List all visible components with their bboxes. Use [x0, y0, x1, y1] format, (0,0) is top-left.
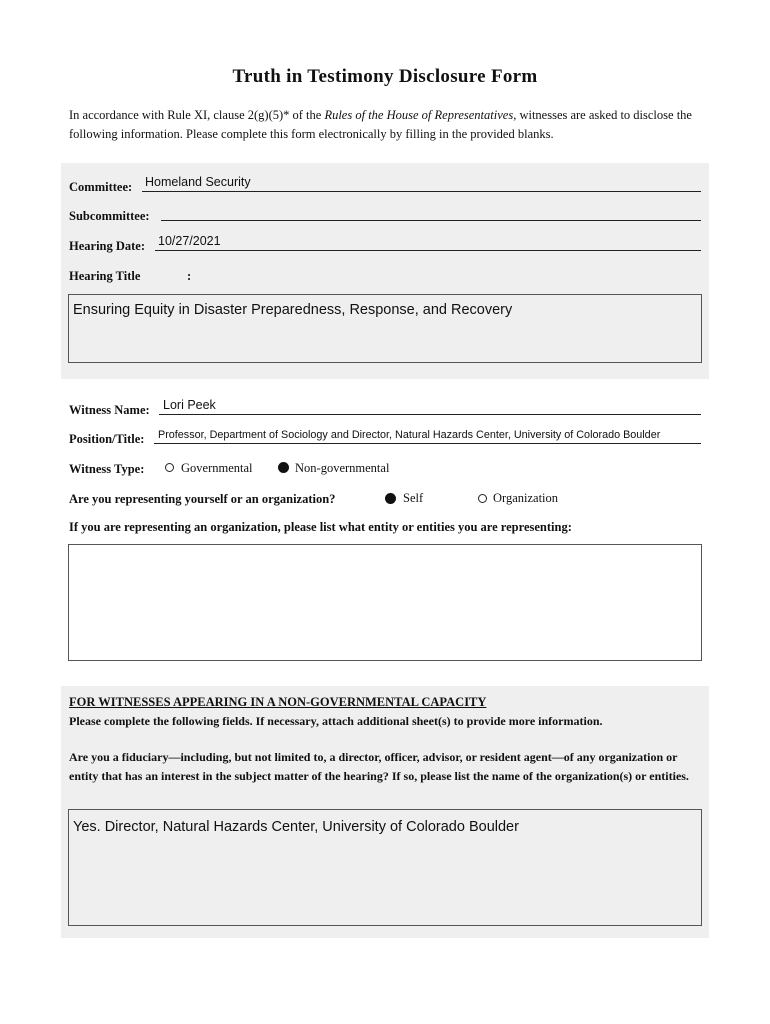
- intro-text-1: In accordance with Rule XI, clause 2(g)(5)* of the: [69, 108, 325, 122]
- organization-radio[interactable]: [478, 494, 487, 503]
- nongov-heading: FOR WITNESSES APPEARING IN A NON-GOVERNMENTAL CAPACITY: [69, 695, 487, 709]
- hearing-date-field[interactable]: [155, 250, 701, 251]
- intro-rules-title: Rules of the House of Representatives: [324, 108, 514, 122]
- committee-field[interactable]: [142, 191, 701, 192]
- committee-label: Committee:: [69, 180, 133, 194]
- witness-name-label: Witness Name:: [69, 403, 150, 417]
- self-option-label: Self: [403, 491, 424, 505]
- representing-label: Are you representing yourself or an organization?: [69, 492, 336, 506]
- hearing-title-box[interactable]: [68, 294, 702, 363]
- governmental-radio[interactable]: [165, 463, 174, 472]
- witness-name-field[interactable]: [159, 414, 701, 415]
- form-title: Truth in Testimony Disclosure Form: [232, 66, 538, 87]
- hearing-title-value: Ensuring Equity in Disaster Preparedness, Response, and Recovery: [73, 302, 513, 318]
- hearing-date-label: Hearing Date:: [69, 239, 146, 253]
- subcommittee-label: Subcommittee:: [69, 209, 150, 223]
- fiduciary-answer-box[interactable]: [68, 809, 702, 926]
- subcommittee-field[interactable]: [161, 220, 701, 221]
- org-list-box[interactable]: [68, 544, 702, 661]
- hearing-date-value: 10/27/2021: [158, 234, 221, 248]
- fiduciary-question: Are you a fiduciary—including, but not limited to, a director, officer, advisor, or resident agent—of any organization or entity that has an interest in the subject matter of the hearing? If so, please list the name of the organization(s) or entities.: [69, 750, 689, 783]
- hearing-title-label: Hearing Title: [69, 269, 141, 283]
- witness-name-value: Lori Peek: [163, 398, 216, 412]
- org-list-label: If you are representing an organization, please list what entity or entities you are representing:: [69, 520, 572, 534]
- hearing-title-colon: :: [187, 269, 192, 283]
- witness-type-label: Witness Type:: [69, 462, 145, 476]
- non-governmental-option-label: Non-governmental: [295, 461, 390, 475]
- committee-value: Homeland Security: [145, 175, 251, 189]
- nongov-instructions: Please complete the following fields. If necessary, attach additional sheet(s) to provide more information.: [69, 714, 603, 728]
- position-label: Position/Title:: [69, 432, 145, 446]
- form-intro: [69, 106, 709, 144]
- governmental-option-label: Governmental: [181, 461, 253, 475]
- non-governmental-radio[interactable]: [278, 462, 289, 473]
- fiduciary-answer-value: Yes. Director, Natural Hazards Center, University of Colorado Boulder: [73, 819, 519, 835]
- organization-option-label: Organization: [493, 491, 559, 505]
- position-field[interactable]: [154, 443, 701, 444]
- intro-text-2: , witnesses are asked to disclose the following information. Please complete this form electronically by filling in the provided blanks.: [69, 108, 692, 141]
- position-value: Professor, Department of Sociology and Director, Natural Hazards Center, University of Colorado Boulder: [158, 429, 661, 441]
- self-radio[interactable]: [385, 493, 396, 504]
